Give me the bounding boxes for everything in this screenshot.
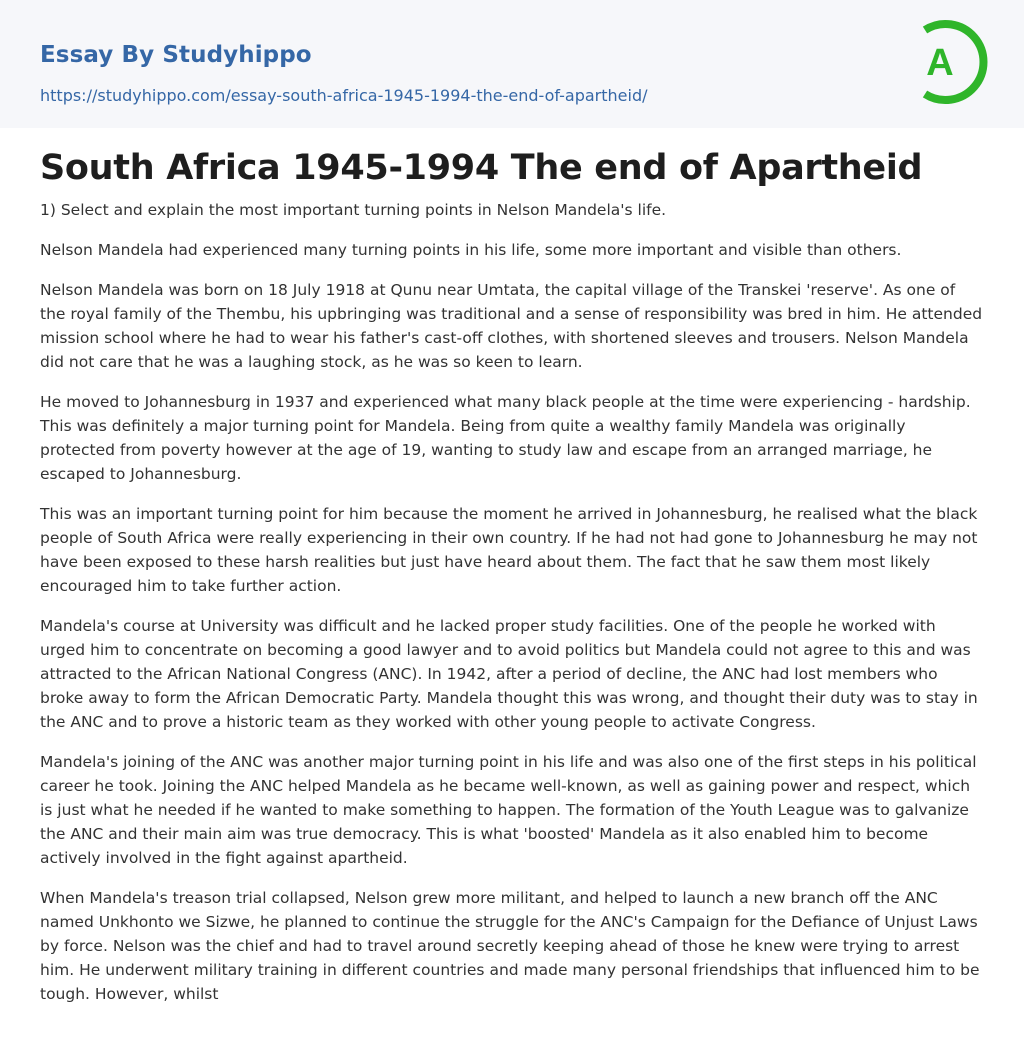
studyhippo-logo[interactable] [912, 18, 988, 106]
site-header [0, 0, 1024, 128]
article-paragraph: This was an important turning point for him because the moment he arrived in Johannesburg, he realised what the black people of South Africa were really experiencing in their own country. If he had not had gone to Johannesburg he may not have been exposed to these harsh realities but just have heard about them. The fact that he saw them most likely encouraged him to take further action. [40, 505, 978, 595]
article-paragraph: Nelson Mandela had experienced many turning points in his life, some more important and visible than others. [40, 241, 902, 259]
logo-icon [912, 18, 988, 106]
article-paragraph: Nelson Mandela was born on 18 July 1918 at Qunu near Umtata, the capital village of the Transkei 'reserve'. As one of the royal family of the Thembu, his upbringing was traditional and a sense of responsibility was bred in him. He attended mission school where he had to wear his father's cast-off clothes, with shortened sleeves and trousers. Nelson Mandela did not care that he was a laughing stock, as he was so keen to learn. [40, 281, 983, 371]
article-paragraph: When Mandela's treason trial collapsed, Nelson grew more militant, and helped to launch a new branch off the ANC named Unkhonto we Sizwe, he planned to continue the struggle for the ANC's Campaign for the Defiance of Unjust Laws by force. Nelson was the chief and had to travel around secretly keeping ahead of those he knew were trying to arrest him. He underwent military training in different countries and made many personal friendships that influenced him to be tough. However, whilst [40, 889, 980, 1003]
article-paragraph: He moved to Johannesburg in 1937 and experienced what many black people at the time were experiencing - hardship. This was definitely a major turning point for Mandela. Being from quite a wealthy family Mandela was originally protected from poverty however at the age of 19, wanting to study law and escape from an arranged marriage, he escaped to Johannesburg. [40, 393, 971, 483]
site-brand[interactable]: Essay By Studyhippo [40, 42, 312, 68]
source-url-link[interactable]: https://studyhippo.com/essay-south-africa-1945-1994-the-end-of-apartheid/ [40, 86, 648, 105]
article-paragraph: Mandela's joining of the ANC was another major turning point in his life and was also one of the first steps in his political career he took. Joining the ANC helped Mandela as he became well-known, as well as gaining power and respect, which is just what he needed if he wanted to make something to happen. The formation of the Youth League was to galvanize the ANC and their main aim was true democracy. This is what 'boosted' Mandela as it also enabled him to become actively involved in the fight against apartheid. [40, 753, 977, 867]
article-paragraph: Mandela's course at University was difficult and he lacked proper study facilities. One of the people he worked with urged him to concentrate on becoming a good lawyer and to avoid politics but Mandela could not agree to this and was attracted to the African National Congress (ANC). In 1942, after a period of decline, the ANC had lost members who broke away to form the African Democratic Party. Mandela thought this was wrong, and thought their duty was to stay in the ANC and to prove a historic team as they worked with other young people to activate Congress. [40, 617, 978, 731]
article-title: South Africa 1945-1994 The end of Apartheid [40, 148, 923, 188]
article-paragraph: 1) Select and explain the most important turning points in Nelson Mandela's life. [40, 201, 667, 219]
article [0, 128, 1024, 1006]
logo-letter: A [926, 42, 954, 84]
